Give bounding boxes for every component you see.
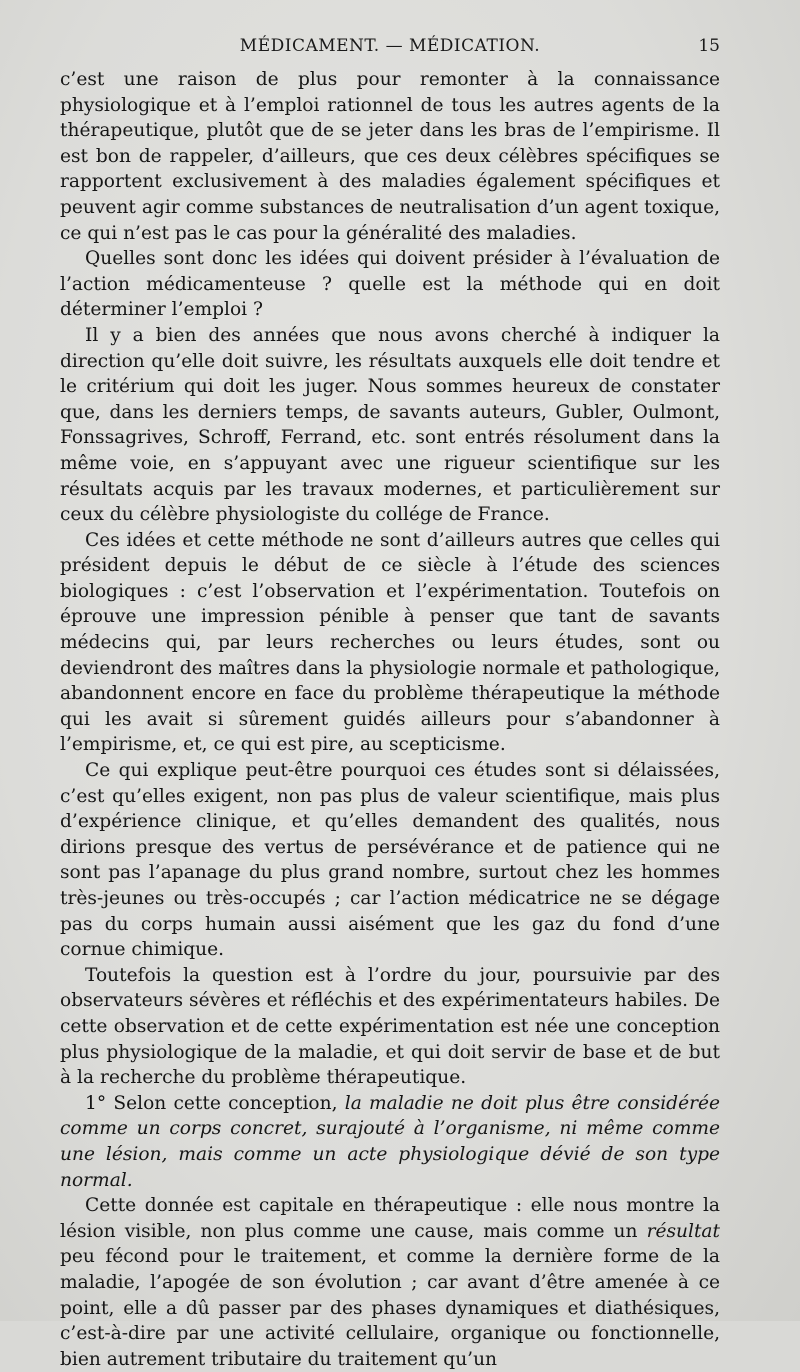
paragraph <box>60 1193 720 1372</box>
paragraph-text-before: Cette donnée est capitale en thérapeutique : elle nous montre la lésion visible, non plus comme une cause, mais comme un <box>60 1195 720 1242</box>
paragraph: Quelles sont donc les idées qui doivent présider à l’évaluation de l’action médicamenteuse ? quelle est la méthode qui en doit déterminer l’emploi ? <box>60 248 720 321</box>
paragraph: Ces idées et cette méthode ne sont d’ailleurs autres que celles qui président depuis le début de ce siècle à l’étude des sciences biologiques : c’est l’observation et l’expérimentation. Toutefois on éprouve une impression pénible à penser que tant de savants médecins qui, par leurs recherches ou leurs études, sont ou deviendront des maîtres dans la physiologie normale et pathologique, abandonnent encore en face du problème thérapeutique la méthode qui les avait si sûrement guidés ailleurs pour s’abandonner à l’empirisme, et, ce qui est pire, au scepticisme. <box>60 529 720 756</box>
paragraph-continued: c’est une raison de plus pour remonter à la connaissance physiologique et à l’emploi rationnel de tous les autres agents de la thérapeutique, plutôt que de se jeter dans les bras de l’empirisme. Il est bon de rappeler, d’ailleurs, que ces deux célèbres spécifiques se rapportent exclusivement à des maladies également spécifiques et peuvent agir comme substances de neutralisation d’un agent toxique, ce qui n’est pas le cas pour la généralité des maladies. <box>60 69 720 244</box>
paragraph-text-after: peu fécond pour le traitement, et comme la dernière forme de la maladie, l’apogée de son évolution ; car avant d’être amenée à ce point, elle a dû passer par des phases dynamiques et diathésiques, c’est-à-dire par une activité cellulaire, organique ou fonctionnelle, bien autrement tributaire du traitement qu’un <box>60 1246 720 1370</box>
paragraph: Ce qui explique peut-être pourquoi ces études sont si délaissées, c’est qu’elles exigent, non pas plus de valeur scientifique, mais plus d’expérience clinique, et qu’elles demandent des qualités, nous dirions presque des vertus de persévérance et de patience qui ne sont pas l’apanage du plus grand nombre, surtout chez les hommes très-jeunes ou très-occupés ; car l’action médicatrice ne se dégage pas du corps humain aussi aisément que les gaz du fond d’une cornue chimique. <box>60 760 720 961</box>
paragraph-numbered-point <box>60 1091 720 1193</box>
paragraph: Il y a bien des années que nous avons cherché à indiquer la direction qu’elle doit suivre, les résultats auxquels elle doit tendre et le critérium qui doit les juger. Nous sommes heureux de constater que, dans les derniers temps, de savants auteurs, Gubler, Oulmont, Fonssagrives, Schroff, Ferrand, etc. sont entrés résolument dans la même voie, en s’appuyant avec une rigueur scientifique sur les résultats acquis par les travaux modernes, et particulièrement sur ceux du célèbre physiologiste du collége de France. <box>60 324 720 526</box>
running-title: MÉDICAMENT. — MÉDICATION. <box>239 36 541 56</box>
emphasized-word: résultat <box>646 1220 720 1242</box>
paragraph: Toutefois la question est à l’ordre du jour, poursuivie par des observateurs sévères et réfléchis et des expérimentateurs habiles. De cette observation et de cette expérimentation est née une conception plus physiologique de la maladie, et qui doit servir de base et de but à la recherche du problème thérapeutique. <box>60 964 720 1089</box>
point-lead: 1° Selon cette conception, <box>85 1092 345 1114</box>
page-number: 15 <box>698 36 720 56</box>
body-text <box>60 67 720 1372</box>
page-header <box>60 36 720 62</box>
point-emphasis: la maladie ne doit plus être considérée comme un corps concret, surajouté à l’organisme, ni même comme une lésion, mais comme un acte physiologique dévié de son type normal. <box>60 1092 720 1191</box>
